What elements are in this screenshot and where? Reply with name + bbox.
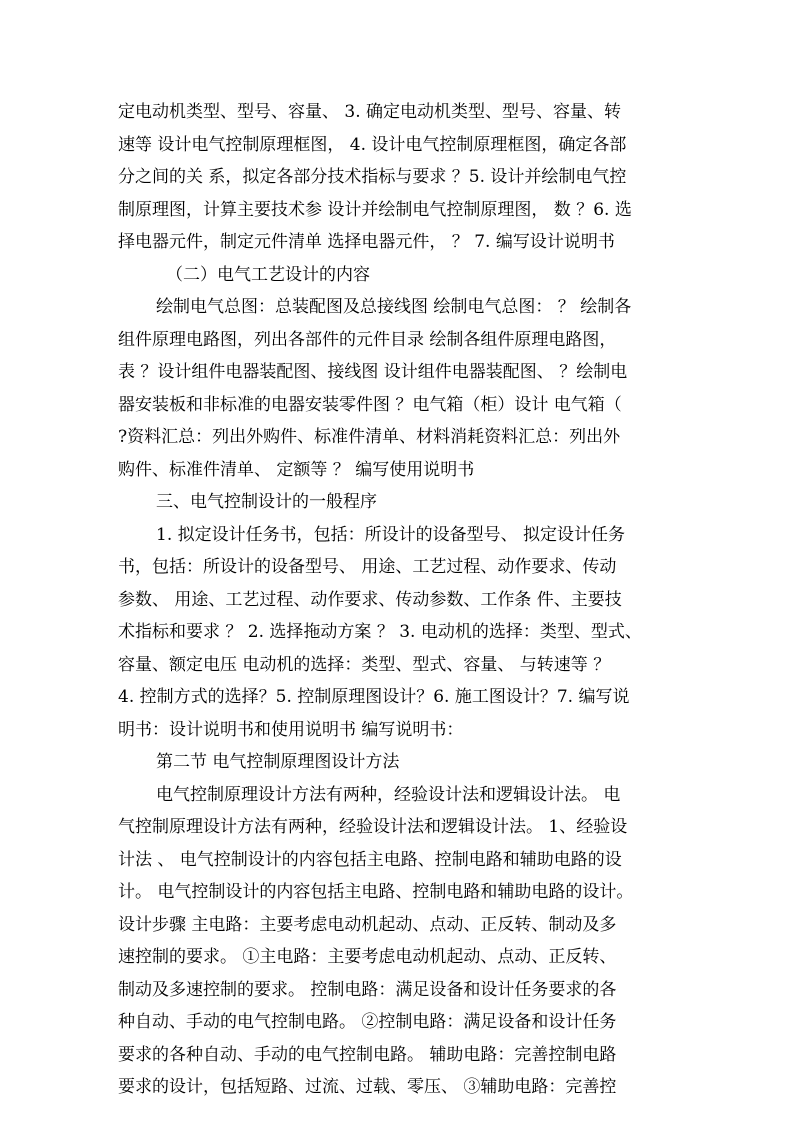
text-line: 要求的各种自动、手动的电气控制电路。 辅助电路：完善控制电路 — [118, 1044, 617, 1065]
text-line: 制原理图，计算主要技术参 设计并绘制电气控制原理图， 数 ？6. 选 — [118, 199, 632, 220]
text-line: 器安装板和非标准的电器安装零件图 ？电气箱（柜）设计 电气箱（ — [118, 394, 622, 415]
section-heading: （二）电气工艺设计的内容 — [166, 264, 370, 285]
document-body — [118, 96, 686, 1104]
text-line: 购件、标准件清单、 定额等 ？ 编写使用说明书 — [118, 459, 475, 480]
paragraph-start: 电气控制原理设计方法有两种，经验设计法和逻辑设计法。 电 — [156, 784, 621, 805]
text-line: 种自动、手动的电气控制电路。 ②控制电路：满足设备和设计任务 — [118, 1012, 617, 1032]
text-line: 容量、额定电压 电动机的选择：类型、型式、容量、 与转速等 ？ — [118, 654, 611, 675]
text-line: 组件原理电路图，列出各部件的元件目录 绘制各组件原理电路图， — [118, 329, 617, 350]
text-line: 术指标和要求 ？ 2. 选择拖动方案 ？ 3. 电动机的选择：类型、型式、 — [118, 622, 642, 642]
text-line: 设计步骤 主电路：主要考虑电动机起动、点动、正反转、制动及多 — [118, 914, 617, 935]
paragraph-start: 1. 拟定设计任务书，包括：所设计的设备型号、 拟定设计任务 — [156, 524, 626, 545]
text-line: 4. 控制方式的选择？5. 控制原理图设计？6. 施工图设计？7. 编写说 — [118, 687, 630, 707]
text-line: 速等 设计电气控制原理框图， 4. 设计电气控制原理框图，确定各部 — [118, 134, 627, 155]
text-line: 择电器元件，制定元件清单 选择电器元件， ？ 7. 编写设计说明书 — [118, 232, 615, 252]
text-line: 计法 、 电气控制设计的内容包括主电路、控制电路和辅助电路的设 — [118, 849, 622, 870]
text-line: 计。 电气控制设计的内容包括主电路、控制电路和辅助电路的设计。 — [118, 882, 634, 902]
text-line: 参数、 用途、工艺过程、动作要求、传动参数、工作条 件、主要技 — [118, 589, 622, 610]
text-line: 气控制原理设计方法有两种，经验设计法和逻辑设计法。 1、经验设 — [118, 817, 628, 837]
text-line: 明书：设计说明书和使用说明书 编写说明书： — [118, 719, 464, 740]
paragraph-start: 绘制电气总图：总装配图及总接线图 绘制电气总图： ？ 绘制各 — [156, 297, 632, 317]
text-line: 速控制的要求。 ①主电路：主要考虑电动机起动、点动、正反转、 — [118, 947, 617, 967]
text-line: 要求的设计，包括短路、过流、过载、零压、 ③辅助电路：完善控 — [118, 1077, 617, 1097]
text-line: 表 ？设计组件电器装配图、接线图 设计组件电器装配图、 ？绘制电 — [118, 362, 628, 382]
section-heading: 第二节 电气控制原理图设计方法 — [156, 752, 400, 772]
text-line: 书，包括：所设计的设备型号、 用途、工艺过程、动作要求、传动 — [118, 557, 617, 577]
text-line: 定电动机类型、型号、容量、 3. 确定电动机类型、型号、容量、转 — [118, 102, 622, 122]
text-line: 分之间的关 系，拟定各部分技术指标与要求 ？5. 设计并绘制电气控 — [118, 167, 627, 187]
text-line: ?资料汇总：列出外购件、标准件清单、材料消耗资料汇总：列出外 — [118, 427, 621, 447]
text-line: 制动及多速控制的要求。 控制电路：满足设备和设计任务要求的各 — [118, 979, 617, 1000]
section-heading: 三、电气控制设计的一般程序 — [156, 492, 377, 512]
